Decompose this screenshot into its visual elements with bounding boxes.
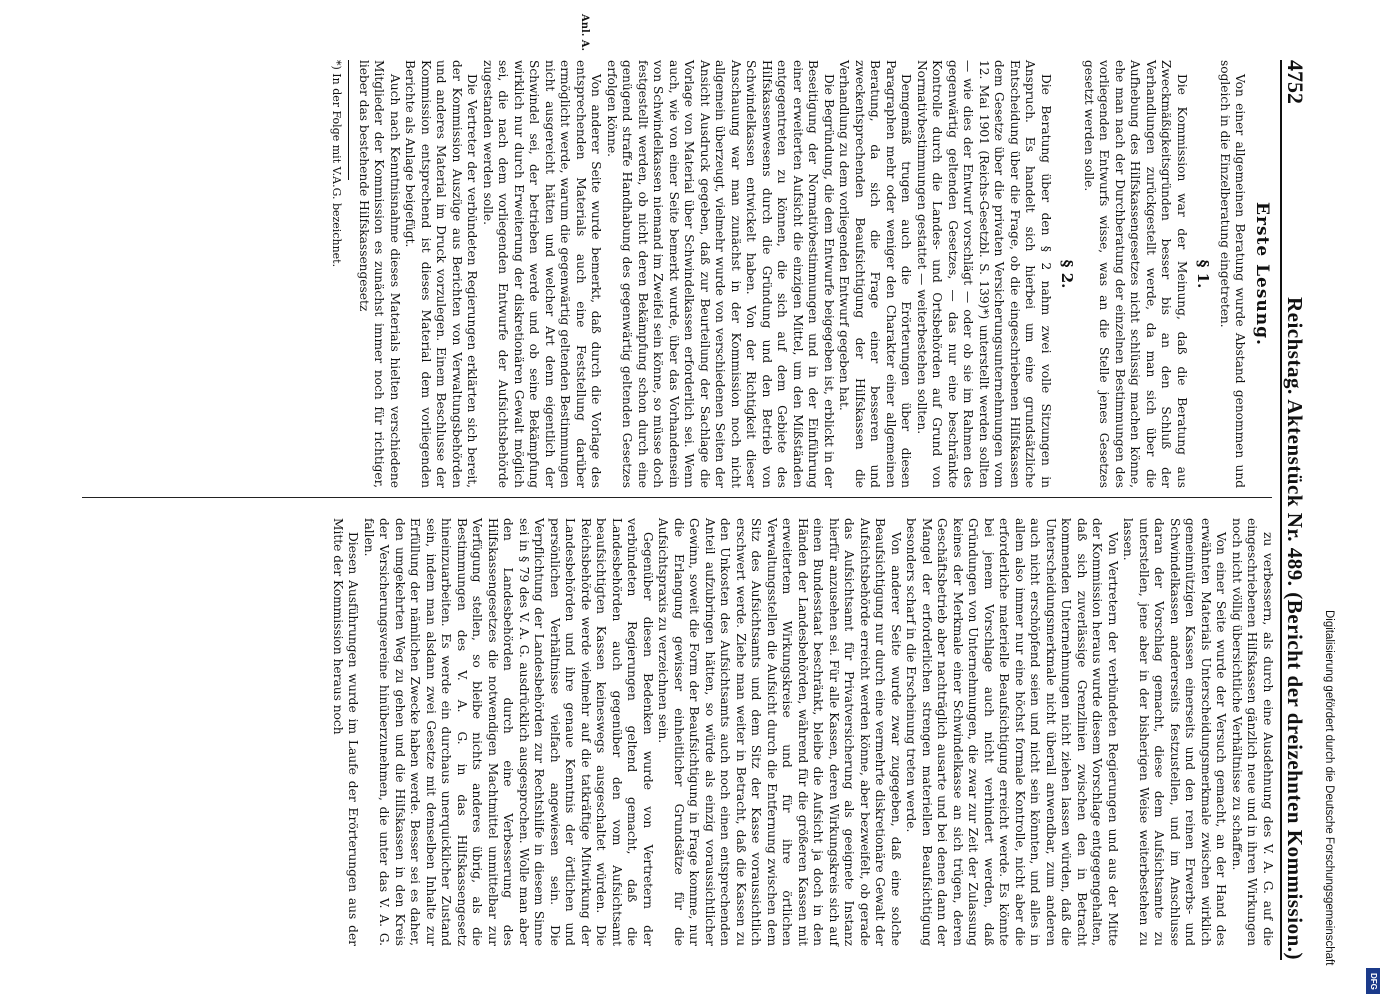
right-column [330,518,1276,946]
paragraph-1-heading: § 1. [1194,259,1213,289]
paragraph-2-text: Von anderer Seite wurde bemerkt, daß durch die Vorlage des entsprechenden Materials auch eine Feststellung darüber ermöglicht werde, warum die gegenwärtig geltenden Bestimmungen nicht ausgereicht hätten und welcher Art denn eigentlich der Schwindel sei, der betrieben werde und ob seine Bekämpfung wirklich nur durch Erweiterung der diskretionären Gewalt möglich sei, die nach dem vorliegenden Entwurfe der Aufsichtsbehörde zugestanden werden solle. [481,60,604,488]
page-number: 4752 [1283,60,1308,104]
body-paragraph: Von Vertretern der verbündeten Regierungen und aus der Mitte der Kommission heraus wurde diesem Vorschlage entgegengehalten, daß sich zuverlässige Grenzlinien zwischen den in Betracht kommenden Unternehmungen nicht ziehen lassen würden, daß die Unterscheidungsmerkmale nicht überall anwendbar, zum anderen auch nicht erschöpfend seien und nicht sein könnten, und alles in allem also immer nur eine höchst formale Kontrolle, nicht aber die erforderliche materielle Beaufsichtigung erreicht werde. Es könnte bei jenem Vorschlage auch nicht verhindert werden, daß Gründungen von Unternehmungen, die zwar zur Zeit der Zulassung keines der Merkmale einer Schwindelkasse an sich trügen, deren Geschäftsbetrieb aber nachträglich ausarte und bei denen dann der Mangel der erforderlichen strengen materiellen Beaufsichtigung besonders scharf in die Erscheinung treten werde. [904,518,1120,946]
running-head: Reichstag. Aktenstück Nr. 489. (Bericht der dreizehnten Kommission.) [1283,296,1307,960]
digitization-credit: Digitalisierung gefördert durch die Deutsche Forschungsgemeinschaft [1323,610,1335,966]
footnote: *) In der Folge mit V.A.G. bezeichnet. [330,60,344,268]
section-heading: Erste Lesung. [1252,202,1272,346]
paragraph-2-heading: § 2. [1058,259,1077,289]
paragraph-2-text: Die Begründung, die dem Entwurfe beigegeben ist, erblickt in der Beseitigung der Normativbestimmungen und in der Einführung einer erweiterten Aufsicht die einzigen Mittel, um den Mißständen entgegentreten zu können, die sich auf dem Gebiete des Hilfskassenwesens durch die Gründung und den Betrieb von Schwindelkassen entwickelt haben. Von der Richtigkeit dieser Anschauung war man zunächst in der Kommission noch nicht allgemein überzeugt, vielmehr wurde von verschiedenen Seiten der Ansicht Ausdruck gegeben, daß zur Beurteilung der Sachlage die Vorlage von Material über Schwindelkassen erforderlich sei. Wenn auch, wie von einer Seite bemerkt wurde, über das Vorhandensein von Schwindelkassen niemand im Zweifel sein könne, so müsse doch festgestellt werden, ob nicht deren Bekämpfung schon durch eine genügend straffe Handhabung des gegenwärtig geltenden Gesetzes erfolgen könne. [605,60,836,488]
column-divider [82,497,1272,498]
body-paragraph: Gegenüber diesen Bedenken wurde von Vertretern der verbündeten Regierungen geltend gemacht, daß die Landesbehörden auch gegenüber den vom Aufsichtsamt beaufsichtigten Kassen keineswegs ausgeschaltet würden. Die Reichsbehörde werde vielmehr auf die tatkräftige Mitwirkung der Landesbehörden und ihre genaue Kenntnis der örtlichen und persönlichen Verhältnisse vielfach angewiesen sein. Die Verpflichtung der Landesbehörden zur Rechtshilfe in diesem Sinne sei in § 79 des V. A. G. ausdrücklich ausgesprochen. Wolle man aber den Landesbehörden durch eine Verbesserung des Hilfskassengesetzes die notwendigen Machtmittel unmittelbar zur Verfügung stellen, so bleibe nichts anderes übrig, als die Bestimmungen des V. A. G. in das Hilfskassengesetz hineinzuarbeiten. Es werde ein durchaus unerquicklicher Zustand sein, indem man alsdann zwei Gesetze mit demselben Inhalte zur Erfüllung der nämlichen Zwecke haben werde. Besser sei es daher, den umgekehrten Weg zu gehen und die Hilfskassen in den Kreis der Versicherungsvereine hinüberzunehmen, die unter das V. A. G. fallen. [362,518,655,946]
paragraph-2-text: Demgemäß trugen auch die Erörterungen über diesen Paragraphen mehr oder weniger den Charakter einer allgemeinen Beratung, da sich die Frage einer besseren und zweckentsprechenden Beaufsichtigung der Hilfskassen die Verhandlung zu dem vorliegenden Entwurf gegeben hat. [837,60,914,488]
dfg-logo: DFG [1366,968,1380,994]
paragraph-2-text: Auch nach Kenntnisnahme dieses Materials hielten verschiedene Mitglieder der Kommission es zunächst immer noch für richtiger, lieber das bestehende Hilfskassengesetz [357,60,402,488]
left-column [329,60,1275,488]
margin-note: Anl. A. [579,14,590,52]
body-paragraph: Diesen Ausführungen wurde im Laufe der Erörterungen aus der Mitte der Kommission heraus noch [331,518,361,946]
paragraph-2-text: Die Beratung über den § 2 nahm zwei volle Sitzungen in Anspruch. Es handelt sich hierbei um eine grundsätzliche Entscheidung über die Frage, ob die eingeschriebenen Hilfskassen dem Gesetze über die privaten Versicherungsunternehmungen vom 12. Mai 1901 (Reichs-Gesetzbl. S. 139)*) unterstellt werden sollten — wie dies der Entwurf vorschlägt — oder ob sie im Rahmen des gegenwärtig geltenden Gesetzes, — das nur eine beschränkte Kontrolle durch die Landes- und Ortsbehörden auf Grund von Normativbestimmungen gestattet — weiterbestehen sollten. [915,60,1053,488]
body-paragraph: zu verbessern, als durch eine Ausdehnung des V. A. G. auf die eingeschriebenen Hilfskassen gänzlich neue und in ihren Wirkungen noch nicht völlig übersichtliche Verhältnisse zu schaffen. [1230,518,1275,946]
body-paragraph: Von anderer Seite wurde zwar zugegeben, daß eine solche Beaufsichtigung nur durch eine vermehrte diskretionäre Gewalt der Aufsichtsbehörde erreicht werden könne, aber bezweifelt, ob gerade das Aufsichtsamt für Privatversicherung als geeignete Instanz hierfür anzusehen sei. Für alle Kassen, deren Wirkungskreis sich auf einen Bundesstaat beschränkt, bleibe die Aufsicht ja doch in den Händen der Landesbehörden, während für die größeren Kassen mit erweitertem Wirkungskreise und für ihre örtlichen Verwaltungsstellen die Aufsicht durch die Entfernung zwischen dem Sitz des Aufsichtsamts und dem Sitz der Kasse voraussichtlich erschwert werde. Ziehe man weiter in Betracht, daß die Kassen zu den Unkosten des Aufsichtsamts auch noch einen entsprechenden Anteil aufzubringen hätten, so würde als einzig voraussichtlicher Gewinn, soweit die Form der Beaufsichtigung in Frage komme, nur die Erlangung gewisser einheitlicher Grundsätze für die Aufsichtspraxis zu verzeichnen sein. [656,518,903,946]
footnote-rule [349,60,350,180]
paragraph-2-text: Die Vertreter der verbündeten Regierungen erklärten sich bereit, der Kommission Auszüge aus Berichten von Verwaltungsbehörden und anderes Material im Druck vorzulegen. Einem Beschlusse der Kommission entsprechend ist dieses Material dem vorliegenden Berichte als Anlage beigefügt. [403,60,480,488]
paragraph-1-text: Die Kommission war der Meinung, daß die Beratung aus Zweckmäßigkeitsgründen besser bis an den Schluß der Verhandlungen zurückgestellt werde, da man sich über die Aufhebung des Hilfskassengesetzes nicht schlüssig machen könne, ehe man nach der Durchberatung der einzelnen Bestimmungen des vorliegenden Entwurfs wisse, was an die Stelle jenes Gesetzes gesetzt werden solle. [1082,60,1189,488]
intro-paragraph: Von einer allgemeinen Beratung wurde Abstand genommen und sogleich in die Einzelberatung eingetreten. [1218,60,1248,488]
body-paragraph: Von einer Seite wurde der Versuch gemacht, an der Hand des erwähnten Materials Unterscheidungsmerkmale zwischen wirklich gemeinnützigen Kassen einerseits und den reinen Erwerbs- und Schwindelkassen andererseits festzustellen, und im Anschlusse daran der Vorschlag gemacht, diese dem Aufsichtsamte zu unterstellen, jene aber in der bisherigen Weise weiterbestehen zu lassen. [1121,518,1229,946]
